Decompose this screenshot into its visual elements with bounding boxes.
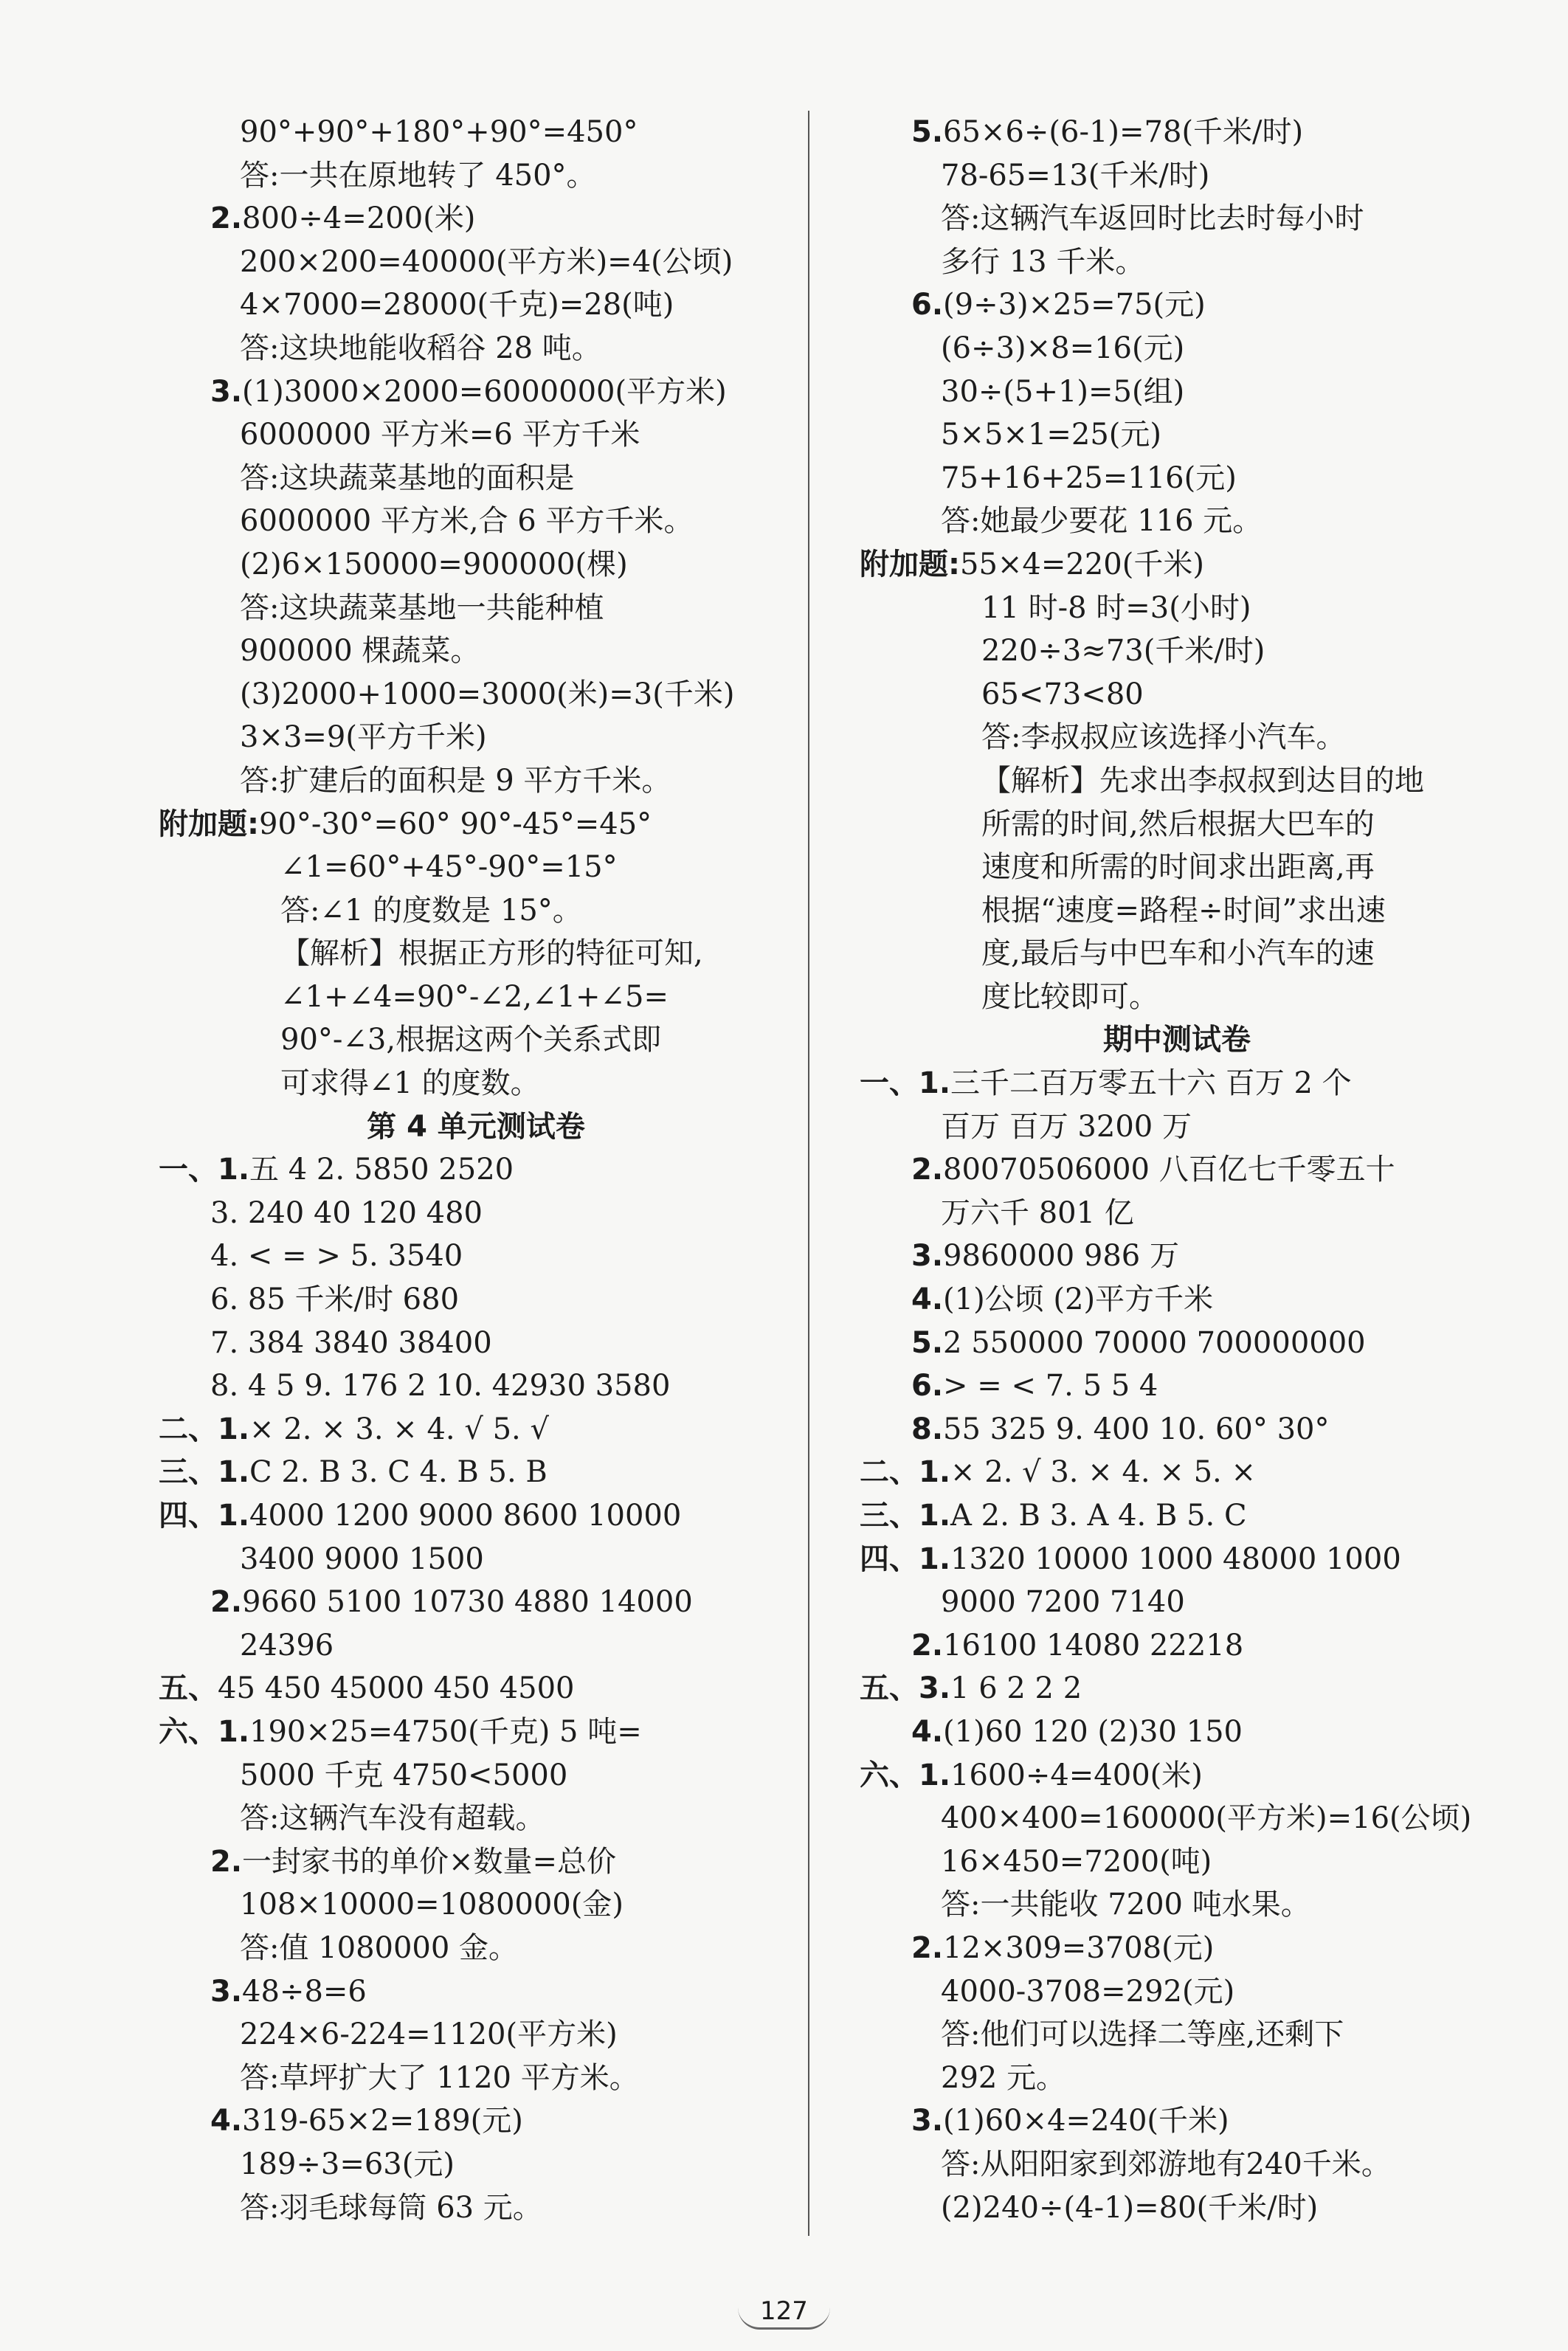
answer-line	[860, 370, 1494, 414]
answer-text: 五 4 2. 5850 2520	[249, 1153, 514, 1187]
answer-line	[159, 283, 793, 327]
answer-line	[860, 1710, 1494, 1754]
answer-line	[860, 976, 1494, 1019]
answer-text: 答:∠1 的度数是 15°。	[280, 893, 582, 928]
answer-line	[159, 2013, 793, 2057]
answer-text: > = < 7. 5 5 4	[943, 1369, 1158, 1404]
answer-text: 万六千 801 亿	[941, 1195, 1134, 1230]
answer-line	[860, 2057, 1494, 2100]
answer-line	[860, 1883, 1494, 1927]
answer-text: 90°+90°+180°+90°=450°	[240, 115, 638, 149]
question-number: 5.	[911, 1325, 944, 1360]
answer-line	[159, 932, 793, 976]
answer-line	[159, 1364, 793, 1408]
answer-text: 65<73<80	[981, 677, 1144, 711]
answer-text: 90°-∠3,根据这两个关系式即	[280, 1023, 662, 1057]
question-number: 四、1.	[159, 1499, 250, 1533]
answer-text: 90°-30°=60° 90°-45°=45°	[259, 807, 652, 841]
answer-text: C 2. B 3. C 4. B 5. B	[249, 1455, 548, 1490]
answer-line	[860, 111, 1494, 154]
answer-text: 220÷3≈73(千米/时)	[981, 634, 1265, 669]
answer-text: 224×6-224=1120(平方米)	[240, 2017, 618, 2052]
answer-line	[159, 1538, 793, 1581]
question-number: 4.	[911, 1714, 944, 1749]
answer-text: (3)2000+1000=3000(米)=3(千米)	[240, 677, 735, 711]
answer-text: 多行 13 千米。	[941, 244, 1145, 279]
question-number: 二、1.	[159, 1412, 250, 1446]
answer-line	[159, 1754, 793, 1798]
answer-text: 190×25=4750(千克) 5 吨=	[249, 1714, 642, 1749]
answer-text: 200×200=40000(平方米)=4(公顷)	[240, 244, 733, 279]
question-number: 五、3.	[860, 1671, 951, 1706]
answer-line	[159, 1883, 793, 1927]
answer-line	[159, 1278, 793, 1322]
answer-text: 9860000 986 万	[943, 1239, 1179, 1274]
section-title: 期中测试卷	[1103, 1023, 1251, 1057]
answer-line	[860, 1840, 1494, 1884]
answer-line	[159, 1494, 793, 1538]
answer-line	[159, 1970, 793, 2014]
answer-text: 可求得∠1 的度数。	[280, 1066, 540, 1101]
answer-line	[159, 1797, 793, 1840]
answer-text: ∠1+∠4=90°-∠2,∠1+∠5=	[280, 979, 669, 1014]
answer-text: 答:羽毛球每筒 63 元。	[240, 2190, 542, 2225]
answer-text: 度比较即可。	[981, 979, 1158, 1014]
answer-line	[860, 500, 1494, 543]
answer-line	[860, 1278, 1494, 1322]
answer-text: 5000 千克 4750<5000	[240, 1758, 568, 1792]
answer-line	[860, 1927, 1494, 1970]
answer-text: 16100 14080 22218	[943, 1628, 1244, 1663]
question-number: 3.	[210, 374, 243, 409]
answer-line	[159, 1581, 793, 1624]
answer-line	[159, 327, 793, 370]
question-number: 2.	[210, 201, 243, 236]
page-number	[0, 2295, 1568, 2330]
answer-line	[159, 716, 793, 759]
answer-line	[860, 1494, 1494, 1538]
answer-text: 4000 1200 9000 8600 10000	[249, 1499, 682, 1533]
answer-line	[860, 1192, 1494, 1235]
answer-text: 根据“速度=路程÷时间”求出速	[981, 893, 1386, 928]
question-number: 二、1.	[860, 1455, 951, 1490]
answer-line	[860, 1451, 1494, 1494]
answer-line	[860, 2013, 1494, 2057]
answer-line	[159, 759, 793, 803]
answer-line	[159, 1235, 793, 1278]
answer-line	[159, 1710, 793, 1754]
answer-text: 度,最后与中巴车和小汽车的速	[981, 936, 1375, 971]
answer-text: 答:这块蔬菜基地一共能种植	[240, 590, 604, 625]
answer-text: 4000-3708=292(元)	[941, 1974, 1235, 2009]
answer-text: 答:这辆汽车没有超载。	[240, 1801, 545, 1836]
section-title: 第 4 单元测试卷	[367, 1109, 585, 1144]
answer-text: 30÷(5+1)=5(组)	[941, 374, 1185, 409]
answer-text: 900000 棵蔬菜。	[240, 634, 480, 669]
question-number: 一、1.	[860, 1066, 951, 1101]
answer-text: 16×450=7200(吨)	[941, 1844, 1212, 1879]
answer-text: 三千二百万零五十六 百万 2 个	[950, 1066, 1352, 1101]
answer-line	[159, 2099, 793, 2143]
answer-text: 答:她最少要花 116 元。	[941, 504, 1263, 539]
question-number: 3.	[210, 1974, 243, 2009]
answer-line	[860, 197, 1494, 241]
answer-line	[159, 370, 793, 414]
question-number: 4.	[210, 2104, 243, 2138]
answer-line	[860, 1105, 1494, 1149]
answer-text: 6000000 平方米,合 6 平方千米。	[240, 504, 694, 539]
answer-line	[159, 154, 793, 198]
answer-text: 9000 7200 7140	[941, 1585, 1185, 1620]
answer-text: 45 450 45000 450 4500	[218, 1671, 575, 1706]
answer-line	[159, 1840, 793, 1884]
answer-text: 55 325 9. 400 10. 60° 30°	[943, 1412, 1330, 1446]
answer-text: 答:草坪扩大了 1120 平方米。	[240, 2060, 639, 2095]
question-number: 3.	[911, 1239, 944, 1274]
answer-line	[159, 1322, 793, 1365]
answer-line	[860, 846, 1494, 889]
answer-text: 12×309=3708(元)	[943, 1930, 1215, 1965]
question-number: 4.	[911, 1282, 944, 1317]
answer-text: (1)公顷 (2)平方千米	[943, 1282, 1214, 1317]
answer-line	[860, 1062, 1494, 1105]
answer-text: 319-65×2=189(元)	[242, 2104, 523, 2138]
column-divider	[808, 111, 809, 2236]
answer-text: 400×400=160000(平方米)=16(公顷)	[941, 1801, 1472, 1836]
answer-text: 答:扩建后的面积是 9 平方千米。	[240, 763, 671, 798]
answer-text: 速度和所需的时间求出距离,再	[981, 850, 1375, 885]
answer-line	[159, 2143, 793, 2186]
question-number: 三、1.	[860, 1499, 951, 1533]
answer-line	[860, 1754, 1494, 1798]
answer-text: × 2. √ 3. × 4. × 5. ×	[950, 1455, 1256, 1490]
answer-text: 答:这辆汽车返回时比去时每小时	[941, 201, 1364, 236]
answer-line	[159, 1062, 793, 1105]
answer-text: 3×3=9(平方千米)	[240, 720, 487, 755]
answer-line	[860, 413, 1494, 457]
answer-text: 1320 10000 1000 48000 1000	[950, 1542, 1401, 1576]
left-column	[159, 111, 793, 2229]
answer-text: 4×7000=28000(千克)=28(吨)	[240, 288, 674, 322]
answer-text: (1)60×4=240(千米)	[943, 2104, 1229, 2138]
answer-line	[860, 283, 1494, 327]
answer-line	[159, 457, 793, 500]
question-number: 四、1.	[860, 1542, 951, 1576]
question-number: 8.	[911, 1412, 944, 1446]
answer-line	[860, 2143, 1494, 2186]
answer-text: 【解析】先求出李叔叔到达目的地	[981, 763, 1424, 798]
answer-line	[860, 154, 1494, 198]
answer-line	[159, 587, 793, 630]
question-number: 附加题:	[860, 547, 960, 581]
answer-line	[860, 1970, 1494, 2014]
answer-text: 答:值 1080000 金。	[240, 1930, 519, 1965]
question-number: 5.	[911, 115, 944, 149]
answer-line	[860, 629, 1494, 673]
question-number: 2.	[911, 1153, 944, 1187]
question-number: 3.	[911, 2104, 944, 2138]
answer-line	[159, 1451, 793, 1494]
question-number: 2.	[911, 1930, 944, 1965]
answer-text: 答:李叔叔应该选择小汽车。	[981, 720, 1346, 755]
answer-text: A 2. B 3. A 4. B 5. C	[950, 1499, 1247, 1533]
answer-text: 80070506000 八百亿七千零五十	[943, 1153, 1395, 1187]
question-number: 2.	[210, 1844, 243, 1879]
answer-line	[159, 673, 793, 717]
question-number: 6.	[911, 1369, 944, 1404]
answer-text: (1)60 120 (2)30 150	[943, 1714, 1243, 1749]
answer-text: 292 元。	[941, 2060, 1066, 2095]
question-number: 2.	[210, 1585, 243, 1620]
answer-line	[860, 1148, 1494, 1192]
answer-text: 答:这块地能收稻谷 28 吨。	[240, 331, 601, 365]
answer-line	[159, 1624, 793, 1668]
answer-line	[159, 2186, 793, 2230]
answer-line	[860, 457, 1494, 500]
question-number: 五、	[159, 1671, 218, 1706]
answer-line	[860, 932, 1494, 976]
page-number-label: 127	[738, 2295, 830, 2330]
answer-text: 6. 85 千米/时 680	[210, 1282, 460, 1317]
answer-line	[860, 759, 1494, 803]
answer-line	[860, 1538, 1494, 1581]
answer-line	[159, 1667, 793, 1710]
answer-line	[159, 1148, 793, 1192]
answer-line	[159, 1018, 793, 1062]
question-number: 6.	[911, 288, 944, 322]
answer-text: 65×6÷(6-1)=78(千米/时)	[943, 115, 1304, 149]
answer-text: 答:一共能收 7200 吨水果。	[941, 1888, 1310, 1922]
answer-text: 1600÷4=400(米)	[950, 1758, 1203, 1792]
answer-line	[860, 241, 1494, 284]
answer-line	[860, 1408, 1494, 1451]
question-number: 三、1.	[159, 1455, 250, 1490]
question-number: 一、1.	[159, 1153, 250, 1187]
answer-text: 2 550000 70000 700000000	[943, 1325, 1366, 1360]
answer-text: 答:一共在原地转了 450°。	[240, 158, 596, 193]
answer-line	[860, 1322, 1494, 1365]
answer-text: 24396	[240, 1628, 334, 1663]
answer-text: 11 时-8 时=3(小时)	[981, 590, 1251, 625]
answer-line	[860, 1235, 1494, 1278]
answer-line	[860, 1624, 1494, 1668]
answer-line	[860, 2099, 1494, 2143]
answer-line	[860, 889, 1494, 933]
right-column	[860, 111, 1494, 2229]
answer-line	[159, 1192, 793, 1235]
answer-text: 所需的时间,然后根据大巴车的	[981, 807, 1375, 841]
answer-text: 1 6 2 2 2	[950, 1671, 1082, 1706]
answer-text: 55×4=220(千米)	[960, 547, 1204, 581]
answer-text: 8. 4 5 9. 176 2 10. 42930 3580	[210, 1369, 671, 1404]
answer-line	[159, 803, 793, 846]
answer-text: (9÷3)×25=75(元)	[943, 288, 1206, 322]
answer-line	[860, 1364, 1494, 1408]
answer-text: 6000000 平方米=6 平方千米	[240, 418, 640, 452]
answer-line	[159, 629, 793, 673]
answer-line	[159, 1927, 793, 1970]
answer-line	[159, 111, 793, 154]
question-number: 附加题:	[159, 807, 259, 841]
answer-text: 3. 240 40 120 480	[210, 1195, 483, 1230]
question-number: 2.	[911, 1628, 944, 1663]
answer-text: 9660 5100 10730 4880 14000	[242, 1585, 693, 1620]
answer-line	[159, 2057, 793, 2100]
answer-line	[860, 1667, 1494, 1710]
answer-text: 【解析】根据正方形的特征可知,	[280, 936, 703, 971]
answer-line	[159, 889, 793, 933]
answer-line	[860, 716, 1494, 759]
answer-line	[159, 976, 793, 1019]
answer-text: 48÷8=6	[242, 1974, 367, 2009]
answer-text: 7. 384 3840 38400	[210, 1325, 492, 1360]
answer-text: (2)240÷(4-1)=80(千米/时)	[941, 2190, 1319, 2225]
answer-text: 78-65=13(千米/时)	[941, 158, 1210, 193]
answer-text: 答:从阳阳家到郊游地有240千米。	[941, 2147, 1391, 2181]
answer-text: ∠1=60°+45°-90°=15°	[280, 850, 618, 885]
answer-line	[159, 500, 793, 543]
question-number: 六、1.	[860, 1758, 951, 1792]
answer-text: 4. < = > 5. 3540	[210, 1239, 463, 1274]
answer-line	[860, 2186, 1494, 2230]
answer-line	[860, 543, 1494, 587]
answer-line	[159, 543, 793, 587]
answer-text: 108×10000=1080000(金)	[240, 1888, 624, 1922]
answer-line	[860, 673, 1494, 717]
answer-line	[860, 803, 1494, 846]
answer-line	[159, 241, 793, 284]
answer-line	[159, 197, 793, 241]
answer-text: 答:这块蔬菜基地的面积是	[240, 460, 575, 495]
answer-line	[860, 1581, 1494, 1624]
question-number: 六、1.	[159, 1714, 250, 1749]
answer-text: 答:他们可以选择二等座,还剩下	[941, 2017, 1344, 2052]
answer-text: (2)6×150000=900000(棵)	[240, 547, 628, 581]
answer-text: 800÷4=200(米)	[242, 201, 476, 236]
answer-text: (1)3000×2000=6000000(平方米)	[242, 374, 727, 409]
answer-line	[860, 1797, 1494, 1840]
answer-text: 3400 9000 1500	[240, 1542, 484, 1576]
answer-line	[860, 587, 1494, 630]
answer-text: × 2. × 3. × 4. √ 5. √	[249, 1412, 549, 1446]
answer-text: 75+16+25=116(元)	[941, 460, 1237, 495]
answer-line	[159, 1408, 793, 1451]
answer-text: 5×5×1=25(元)	[941, 418, 1162, 452]
answer-text: (6÷3)×8=16(元)	[941, 331, 1185, 365]
answer-text: 百万 百万 3200 万	[941, 1109, 1192, 1144]
answer-text: 一封家书的单价×数量=总价	[242, 1844, 617, 1879]
answer-line	[159, 846, 793, 889]
answer-line	[860, 327, 1494, 370]
answer-line	[159, 413, 793, 457]
answer-text: 189÷3=63(元)	[240, 2147, 455, 2181]
